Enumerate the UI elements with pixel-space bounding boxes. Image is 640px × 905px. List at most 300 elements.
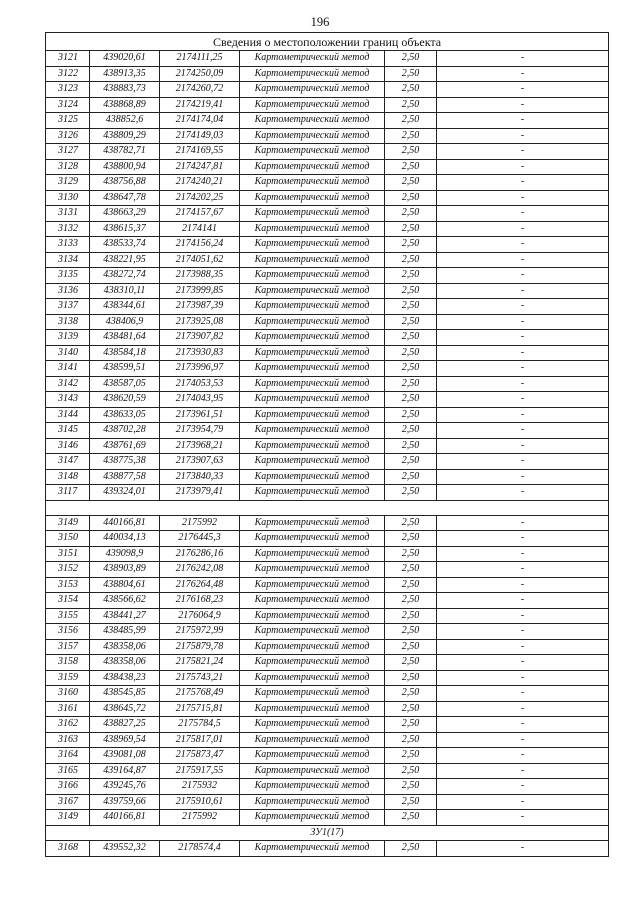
point-number: 3138: [46, 314, 90, 330]
note-cell: -: [437, 330, 609, 346]
point-number: 3150: [46, 531, 90, 547]
accuracy-cell: 2,50: [385, 655, 437, 671]
table-row: [46, 577, 609, 593]
coordinate-x: 438647,78: [90, 190, 160, 206]
note-cell: -: [437, 190, 609, 206]
coordinate-y: 2174111,25: [160, 51, 240, 67]
coordinate-x: 440166,81: [90, 515, 160, 531]
point-number: 3166: [46, 779, 90, 795]
note-cell: -: [437, 66, 609, 82]
coordinate-x: 438663,29: [90, 206, 160, 222]
point-number: 3147: [46, 454, 90, 470]
point-number: 3142: [46, 376, 90, 392]
blank-row: [46, 500, 609, 515]
point-number: 3122: [46, 66, 90, 82]
coordinate-x: 438358,06: [90, 655, 160, 671]
table-row: [46, 841, 609, 857]
coordinate-x: 438775,38: [90, 454, 160, 470]
accuracy-cell: 2,50: [385, 701, 437, 717]
note-cell: -: [437, 144, 609, 160]
coordinate-y: 2175917,55: [160, 763, 240, 779]
point-number: 3168: [46, 841, 90, 857]
coordinate-x: 439081,08: [90, 748, 160, 764]
coordinate-y: 2176168,23: [160, 593, 240, 609]
point-number: 3157: [46, 639, 90, 655]
coordinate-x: 439324,01: [90, 485, 160, 501]
point-number: 3154: [46, 593, 90, 609]
point-number: 3162: [46, 717, 90, 733]
method-cell: Картометрический метод: [240, 670, 385, 686]
method-cell: Картометрический метод: [240, 97, 385, 113]
accuracy-cell: 2,50: [385, 392, 437, 408]
table-row: [46, 810, 609, 826]
accuracy-cell: 2,50: [385, 794, 437, 810]
point-number: 3139: [46, 330, 90, 346]
table-row: [46, 314, 609, 330]
table-row: [46, 361, 609, 377]
table-row: [46, 252, 609, 268]
coordinate-x: 438800,94: [90, 159, 160, 175]
accuracy-cell: 2,50: [385, 175, 437, 191]
accuracy-cell: 2,50: [385, 438, 437, 454]
coordinate-y: 2174157,67: [160, 206, 240, 222]
table-row: [46, 175, 609, 191]
coordinate-y: 2173988,35: [160, 268, 240, 284]
coordinate-y: 2175821,24: [160, 655, 240, 671]
table-row: [46, 283, 609, 299]
note-cell: -: [437, 51, 609, 67]
coordinate-x: 439552,32: [90, 841, 160, 857]
note-cell: -: [437, 221, 609, 237]
coordinate-x: 439245,76: [90, 779, 160, 795]
coordinate-x: 440034,13: [90, 531, 160, 547]
coordinate-x: 438310,11: [90, 283, 160, 299]
accuracy-cell: 2,50: [385, 639, 437, 655]
accuracy-cell: 2,50: [385, 51, 437, 67]
table-title: Сведения о местоположении границ объекта: [46, 33, 609, 51]
point-number: 3148: [46, 469, 90, 485]
section-row: [46, 825, 609, 841]
section-label: ЗУ1(17): [46, 825, 609, 841]
point-number: 3160: [46, 686, 90, 702]
accuracy-cell: 2,50: [385, 686, 437, 702]
note-cell: -: [437, 268, 609, 284]
note-cell: -: [437, 423, 609, 439]
accuracy-cell: 2,50: [385, 376, 437, 392]
accuracy-cell: 2,50: [385, 810, 437, 826]
table-row: [46, 546, 609, 562]
coordinate-x: 438599,51: [90, 361, 160, 377]
accuracy-cell: 2,50: [385, 190, 437, 206]
point-number: 3127: [46, 144, 90, 160]
coordinate-y: 2173840,33: [160, 469, 240, 485]
table-row: [46, 655, 609, 671]
note-cell: -: [437, 701, 609, 717]
coordinate-x: 438441,27: [90, 608, 160, 624]
method-cell: Картометрический метод: [240, 237, 385, 253]
point-number: 3158: [46, 655, 90, 671]
accuracy-cell: 2,50: [385, 732, 437, 748]
note-cell: -: [437, 593, 609, 609]
note-cell: -: [437, 810, 609, 826]
accuracy-cell: 2,50: [385, 82, 437, 98]
coordinate-y: 2174169,55: [160, 144, 240, 160]
method-cell: Картометрический метод: [240, 624, 385, 640]
coordinate-x: 438903,89: [90, 562, 160, 578]
point-number: 3149: [46, 810, 90, 826]
accuracy-cell: 2,50: [385, 454, 437, 470]
coordinate-x: 438761,69: [90, 438, 160, 454]
table-row: [46, 624, 609, 640]
coordinate-x: 438913,35: [90, 66, 160, 82]
accuracy-cell: 2,50: [385, 670, 437, 686]
point-number: 3167: [46, 794, 90, 810]
coordinate-x: 438877,58: [90, 469, 160, 485]
method-cell: Картометрический метод: [240, 407, 385, 423]
table-row: [46, 345, 609, 361]
coordinate-x: 438702,28: [90, 423, 160, 439]
table-row: [46, 562, 609, 578]
coordinate-y: 2174250,09: [160, 66, 240, 82]
coordinate-y: 2173968,21: [160, 438, 240, 454]
accuracy-cell: 2,50: [385, 144, 437, 160]
table-row: [46, 670, 609, 686]
point-number: 3161: [46, 701, 90, 717]
table-row: [46, 66, 609, 82]
accuracy-cell: 2,50: [385, 841, 437, 857]
method-cell: Картометрический метод: [240, 128, 385, 144]
note-cell: -: [437, 128, 609, 144]
table-row: [46, 51, 609, 67]
method-cell: Картометрический метод: [240, 376, 385, 392]
coordinate-x: 438545,85: [90, 686, 160, 702]
note-cell: -: [437, 670, 609, 686]
note-cell: -: [437, 97, 609, 113]
coordinate-y: 2174260,72: [160, 82, 240, 98]
accuracy-cell: 2,50: [385, 577, 437, 593]
point-number: 3132: [46, 221, 90, 237]
accuracy-cell: 2,50: [385, 423, 437, 439]
note-cell: -: [437, 237, 609, 253]
point-number: 3130: [46, 190, 90, 206]
table-row: [46, 407, 609, 423]
coordinate-y: 2174053,53: [160, 376, 240, 392]
coordinate-y: 2174051,62: [160, 252, 240, 268]
coordinate-x: 440166,81: [90, 810, 160, 826]
accuracy-cell: 2,50: [385, 515, 437, 531]
coordinate-y: 2173925,08: [160, 314, 240, 330]
note-cell: -: [437, 407, 609, 423]
table-row: [46, 732, 609, 748]
method-cell: Картометрический метод: [240, 562, 385, 578]
table-row: [46, 376, 609, 392]
table-row: [46, 454, 609, 470]
point-number: 3124: [46, 97, 90, 113]
table-row: [46, 206, 609, 222]
accuracy-cell: 2,50: [385, 128, 437, 144]
method-cell: Картометрический метод: [240, 701, 385, 717]
coordinate-y: 2175992: [160, 515, 240, 531]
method-cell: Картометрический метод: [240, 655, 385, 671]
method-cell: Картометрический метод: [240, 51, 385, 67]
accuracy-cell: 2,50: [385, 361, 437, 377]
coordinate-x: 439759,66: [90, 794, 160, 810]
accuracy-cell: 2,50: [385, 763, 437, 779]
accuracy-cell: 2,50: [385, 469, 437, 485]
coordinate-y: 2175768,49: [160, 686, 240, 702]
coordinate-y: 2174141: [160, 221, 240, 237]
method-cell: Картометрический метод: [240, 361, 385, 377]
note-cell: -: [437, 686, 609, 702]
note-cell: -: [437, 314, 609, 330]
method-cell: Картометрический метод: [240, 314, 385, 330]
method-cell: Картометрический метод: [240, 717, 385, 733]
method-cell: Картометрический метод: [240, 66, 385, 82]
coordinate-x: 438438,23: [90, 670, 160, 686]
coordinate-x: 439164,87: [90, 763, 160, 779]
coordinate-x: 438827,25: [90, 717, 160, 733]
coordinate-y: 2173907,63: [160, 454, 240, 470]
note-cell: -: [437, 841, 609, 857]
accuracy-cell: 2,50: [385, 252, 437, 268]
table-row: [46, 392, 609, 408]
coordinate-x: 439020,61: [90, 51, 160, 67]
table-title-row: [46, 33, 609, 51]
accuracy-cell: 2,50: [385, 113, 437, 129]
coordinate-y: 2173954,79: [160, 423, 240, 439]
method-cell: Картометрический метод: [240, 345, 385, 361]
table-row: [46, 82, 609, 98]
method-cell: Картометрический метод: [240, 748, 385, 764]
coordinate-y: 2174156,24: [160, 237, 240, 253]
coordinate-x: 438852,6: [90, 113, 160, 129]
table-row: [46, 330, 609, 346]
table-row: [46, 763, 609, 779]
coordinate-x: 438584,18: [90, 345, 160, 361]
point-number: 3159: [46, 670, 90, 686]
point-number: 3164: [46, 748, 90, 764]
boundary-table-sheet: [45, 32, 608, 857]
table-row: [46, 794, 609, 810]
coordinate-y: 2175910,61: [160, 794, 240, 810]
accuracy-cell: 2,50: [385, 283, 437, 299]
method-cell: Картометрический метод: [240, 577, 385, 593]
method-cell: Картометрический метод: [240, 206, 385, 222]
blank-cell: [46, 500, 609, 515]
method-cell: Картометрический метод: [240, 330, 385, 346]
table-row: [46, 221, 609, 237]
table-row: [46, 97, 609, 113]
note-cell: -: [437, 608, 609, 624]
table-row: [46, 299, 609, 315]
method-cell: Картометрический метод: [240, 159, 385, 175]
accuracy-cell: 2,50: [385, 624, 437, 640]
point-number: 3126: [46, 128, 90, 144]
accuracy-cell: 2,50: [385, 407, 437, 423]
accuracy-cell: 2,50: [385, 779, 437, 795]
accuracy-cell: 2,50: [385, 717, 437, 733]
point-number: 3128: [46, 159, 90, 175]
accuracy-cell: 2,50: [385, 206, 437, 222]
method-cell: Картометрический метод: [240, 515, 385, 531]
method-cell: Картометрический метод: [240, 283, 385, 299]
point-number: 3133: [46, 237, 90, 253]
coordinate-x: 438809,29: [90, 128, 160, 144]
coordinate-y: 2174202,25: [160, 190, 240, 206]
table-row: [46, 438, 609, 454]
coordinate-x: 438645,72: [90, 701, 160, 717]
point-number: 3129: [46, 175, 90, 191]
accuracy-cell: 2,50: [385, 748, 437, 764]
coordinate-y: 2175932: [160, 779, 240, 795]
note-cell: -: [437, 345, 609, 361]
coordinate-x: 438272,74: [90, 268, 160, 284]
coordinate-y: 2173930,83: [160, 345, 240, 361]
method-cell: Картометрический метод: [240, 175, 385, 191]
point-number: 3163: [46, 732, 90, 748]
accuracy-cell: 2,50: [385, 299, 437, 315]
note-cell: -: [437, 206, 609, 222]
point-number: 3136: [46, 283, 90, 299]
note-cell: -: [437, 454, 609, 470]
note-cell: -: [437, 546, 609, 562]
method-cell: Картометрический метод: [240, 144, 385, 160]
table-row: [46, 268, 609, 284]
note-cell: -: [437, 82, 609, 98]
point-number: 3149: [46, 515, 90, 531]
coordinate-y: 2174240,21: [160, 175, 240, 191]
accuracy-cell: 2,50: [385, 546, 437, 562]
coordinate-y: 2175817,01: [160, 732, 240, 748]
method-cell: Картометрический метод: [240, 779, 385, 795]
point-number: 3135: [46, 268, 90, 284]
coordinate-y: 2175873,47: [160, 748, 240, 764]
coordinate-x: 438782,71: [90, 144, 160, 160]
method-cell: Картометрический метод: [240, 763, 385, 779]
accuracy-cell: 2,50: [385, 237, 437, 253]
point-number: 3143: [46, 392, 90, 408]
accuracy-cell: 2,50: [385, 593, 437, 609]
coordinate-y: 2176242,08: [160, 562, 240, 578]
method-cell: Картометрический метод: [240, 485, 385, 501]
coordinate-x: 438620,59: [90, 392, 160, 408]
point-number: 3153: [46, 577, 90, 593]
method-cell: Картометрический метод: [240, 190, 385, 206]
coordinate-y: 2173999,85: [160, 283, 240, 299]
method-cell: Картометрический метод: [240, 423, 385, 439]
note-cell: -: [437, 515, 609, 531]
note-cell: -: [437, 376, 609, 392]
note-cell: -: [437, 392, 609, 408]
accuracy-cell: 2,50: [385, 608, 437, 624]
accuracy-cell: 2,50: [385, 485, 437, 501]
coordinate-x: 438633,05: [90, 407, 160, 423]
method-cell: Картометрический метод: [240, 794, 385, 810]
coordinate-x: 438756,88: [90, 175, 160, 191]
method-cell: Картометрический метод: [240, 732, 385, 748]
note-cell: -: [437, 562, 609, 578]
coordinate-y: 2175743,21: [160, 670, 240, 686]
coordinate-x: 438485,99: [90, 624, 160, 640]
coordinate-y: 2173996,97: [160, 361, 240, 377]
coordinate-x: 438406,9: [90, 314, 160, 330]
method-cell: Картометрический метод: [240, 438, 385, 454]
coordinate-y: 2175784,5: [160, 717, 240, 733]
coordinate-y: 2174247,81: [160, 159, 240, 175]
note-cell: -: [437, 485, 609, 501]
coordinate-y: 2174174,04: [160, 113, 240, 129]
coordinate-x: 438481,64: [90, 330, 160, 346]
coordinate-x: 438221,95: [90, 252, 160, 268]
method-cell: Картометрический метод: [240, 810, 385, 826]
accuracy-cell: 2,50: [385, 562, 437, 578]
point-number: 3146: [46, 438, 90, 454]
table-row: [46, 717, 609, 733]
table-row: [46, 144, 609, 160]
coordinate-x: 438358,06: [90, 639, 160, 655]
coordinate-y: 2175715,81: [160, 701, 240, 717]
table-row: [46, 701, 609, 717]
table-row: [46, 779, 609, 795]
boundary-coordinates-table: [45, 32, 609, 857]
point-number: 3151: [46, 546, 90, 562]
coordinate-y: 2173987,39: [160, 299, 240, 315]
note-cell: -: [437, 717, 609, 733]
coordinate-y: 2174043,95: [160, 392, 240, 408]
note-cell: -: [437, 794, 609, 810]
table-row: [46, 159, 609, 175]
note-cell: -: [437, 748, 609, 764]
table-row: [46, 639, 609, 655]
point-number: 3137: [46, 299, 90, 315]
note-cell: -: [437, 252, 609, 268]
table-row: [46, 113, 609, 129]
point-number: 3144: [46, 407, 90, 423]
table-row: [46, 423, 609, 439]
accuracy-cell: 2,50: [385, 345, 437, 361]
method-cell: Картометрический метод: [240, 469, 385, 485]
accuracy-cell: 2,50: [385, 268, 437, 284]
point-number: 3134: [46, 252, 90, 268]
note-cell: -: [437, 361, 609, 377]
method-cell: Картометрический метод: [240, 841, 385, 857]
accuracy-cell: 2,50: [385, 159, 437, 175]
coordinate-x: 438883,73: [90, 82, 160, 98]
coordinate-y: 2175992: [160, 810, 240, 826]
method-cell: Картометрический метод: [240, 608, 385, 624]
note-cell: -: [437, 113, 609, 129]
coordinate-y: 2174219,41: [160, 97, 240, 113]
method-cell: Картометрический метод: [240, 593, 385, 609]
note-cell: -: [437, 299, 609, 315]
note-cell: -: [437, 283, 609, 299]
method-cell: Картометрический метод: [240, 82, 385, 98]
coordinate-y: 2176445,3: [160, 531, 240, 547]
page-number: 196: [310, 15, 330, 29]
coordinate-x: 438804,61: [90, 577, 160, 593]
point-number: 3155: [46, 608, 90, 624]
note-cell: -: [437, 438, 609, 454]
table-row: [46, 531, 609, 547]
accuracy-cell: 2,50: [385, 66, 437, 82]
note-cell: -: [437, 159, 609, 175]
method-cell: Картометрический метод: [240, 454, 385, 470]
note-cell: -: [437, 175, 609, 191]
coordinate-x: 438868,89: [90, 97, 160, 113]
method-cell: Картометрический метод: [240, 299, 385, 315]
coordinate-x: 438615,37: [90, 221, 160, 237]
point-number: 3156: [46, 624, 90, 640]
